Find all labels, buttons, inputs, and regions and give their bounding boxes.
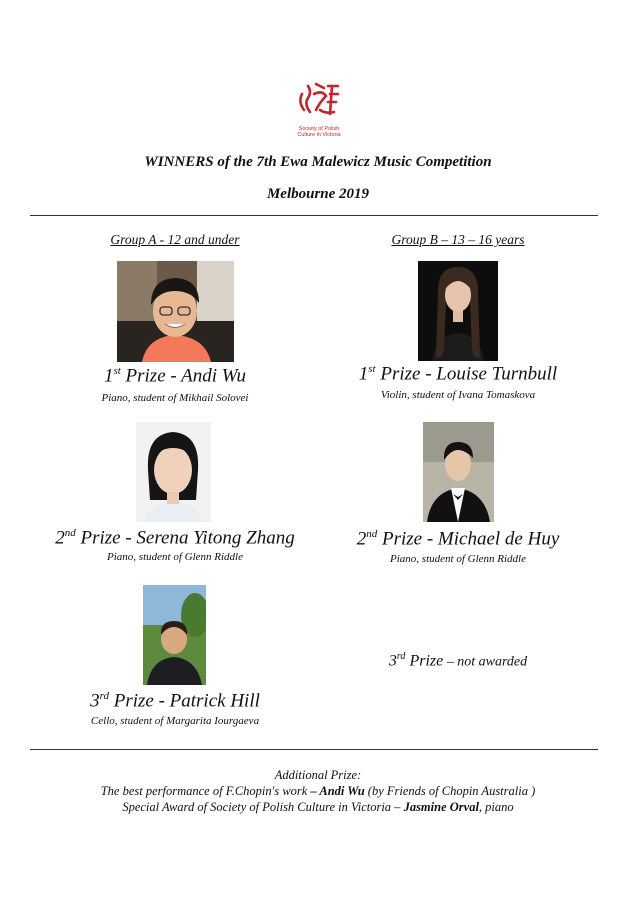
prize-a1-suffix: st xyxy=(113,365,121,377)
prize-a2-ordinal: 2 xyxy=(55,527,65,549)
page-subtitle: Melbourne 2019 xyxy=(266,186,370,202)
additional-line1-pre: The best performance of F.Chopin's work xyxy=(100,784,311,798)
prize-b1-suffix: st xyxy=(368,363,376,375)
society-logo xyxy=(290,80,348,138)
prize-a1-name: Prize - Andi Wu xyxy=(120,365,247,387)
logo-caption xyxy=(290,126,348,138)
photo-andi-wu xyxy=(117,261,234,362)
prize-b3-suffix: rd xyxy=(396,651,406,662)
logo-line2: Culture in Victoria xyxy=(297,132,341,138)
additional-line2-pre: Special Award of Society of Polish Culture in Victoria – xyxy=(122,800,404,814)
additional-line2-winner: Jasmine Orval xyxy=(403,800,479,814)
photo-serena-zhang xyxy=(136,422,211,522)
prize-a2-name: Prize - Serena Yitong Zhang xyxy=(75,527,295,549)
prize-a3-ordinal: 3 xyxy=(90,690,100,712)
prize-a1-desc: Piano, student of Mikhail Solovei xyxy=(101,392,249,404)
additional-line1-winner: – Andi Wu xyxy=(310,784,365,798)
prize-b3-note: – not awarded xyxy=(443,654,528,670)
prize-a1-ordinal: 1 xyxy=(103,365,114,387)
additional-line1-post: (by Friends of Chopin Australia ) xyxy=(364,784,536,798)
page-title: WINNERS of the 7th Ewa Malewicz Music Competition xyxy=(144,154,492,170)
prize-a1-title xyxy=(20,365,330,387)
prize-b2-ordinal: 2 xyxy=(356,528,367,550)
additional-line1 xyxy=(0,783,636,799)
photo-patrick-hill xyxy=(143,585,206,685)
prize-a2-suffix: nd xyxy=(64,527,76,539)
prize-b2-suffix: nd xyxy=(366,528,378,540)
prize-b1-ordinal: 1 xyxy=(358,363,369,385)
photo-louise-turnbull xyxy=(418,261,498,361)
prize-a2-title xyxy=(20,527,330,549)
bottom-divider xyxy=(30,749,598,750)
logo-line1: Society of Polish xyxy=(298,126,340,132)
prize-b3-name: Prize xyxy=(405,652,444,670)
additional-heading: Additional Prize: xyxy=(274,768,362,782)
prize-a3-suffix: rd xyxy=(99,690,109,702)
additional-line2 xyxy=(0,799,636,815)
group-b-heading: Group B – 13 – 16 years xyxy=(391,232,525,247)
prize-b1-name: Prize - Louise Turnbull xyxy=(375,363,558,385)
top-divider xyxy=(30,215,598,216)
prize-a2-desc: Piano, student of Glenn Riddle xyxy=(107,551,243,563)
prize-b1-title xyxy=(303,363,613,385)
additional-line2-post: , piano xyxy=(478,800,514,814)
group-a-heading: Group A - 12 and under xyxy=(110,232,240,247)
prize-b3-title xyxy=(303,651,613,670)
prize-a3-title xyxy=(20,690,330,712)
prize-b1-desc: Violin, student of Ivana Tomaskova xyxy=(380,389,536,401)
prize-a3-name: Prize - Patrick Hill xyxy=(108,690,260,712)
prize-b3-ordinal: 3 xyxy=(388,652,397,670)
photo-michael-de-huy xyxy=(423,422,494,522)
prize-a3-desc: Cello, student of Margarita Iourgaeva xyxy=(90,715,260,727)
prize-b2-desc: Piano, student of Glenn Riddle xyxy=(390,553,526,565)
society-logo-icon xyxy=(294,80,344,120)
prize-b2-name: Prize - Michael de Huy xyxy=(377,528,560,550)
prize-b2-title xyxy=(303,528,613,550)
